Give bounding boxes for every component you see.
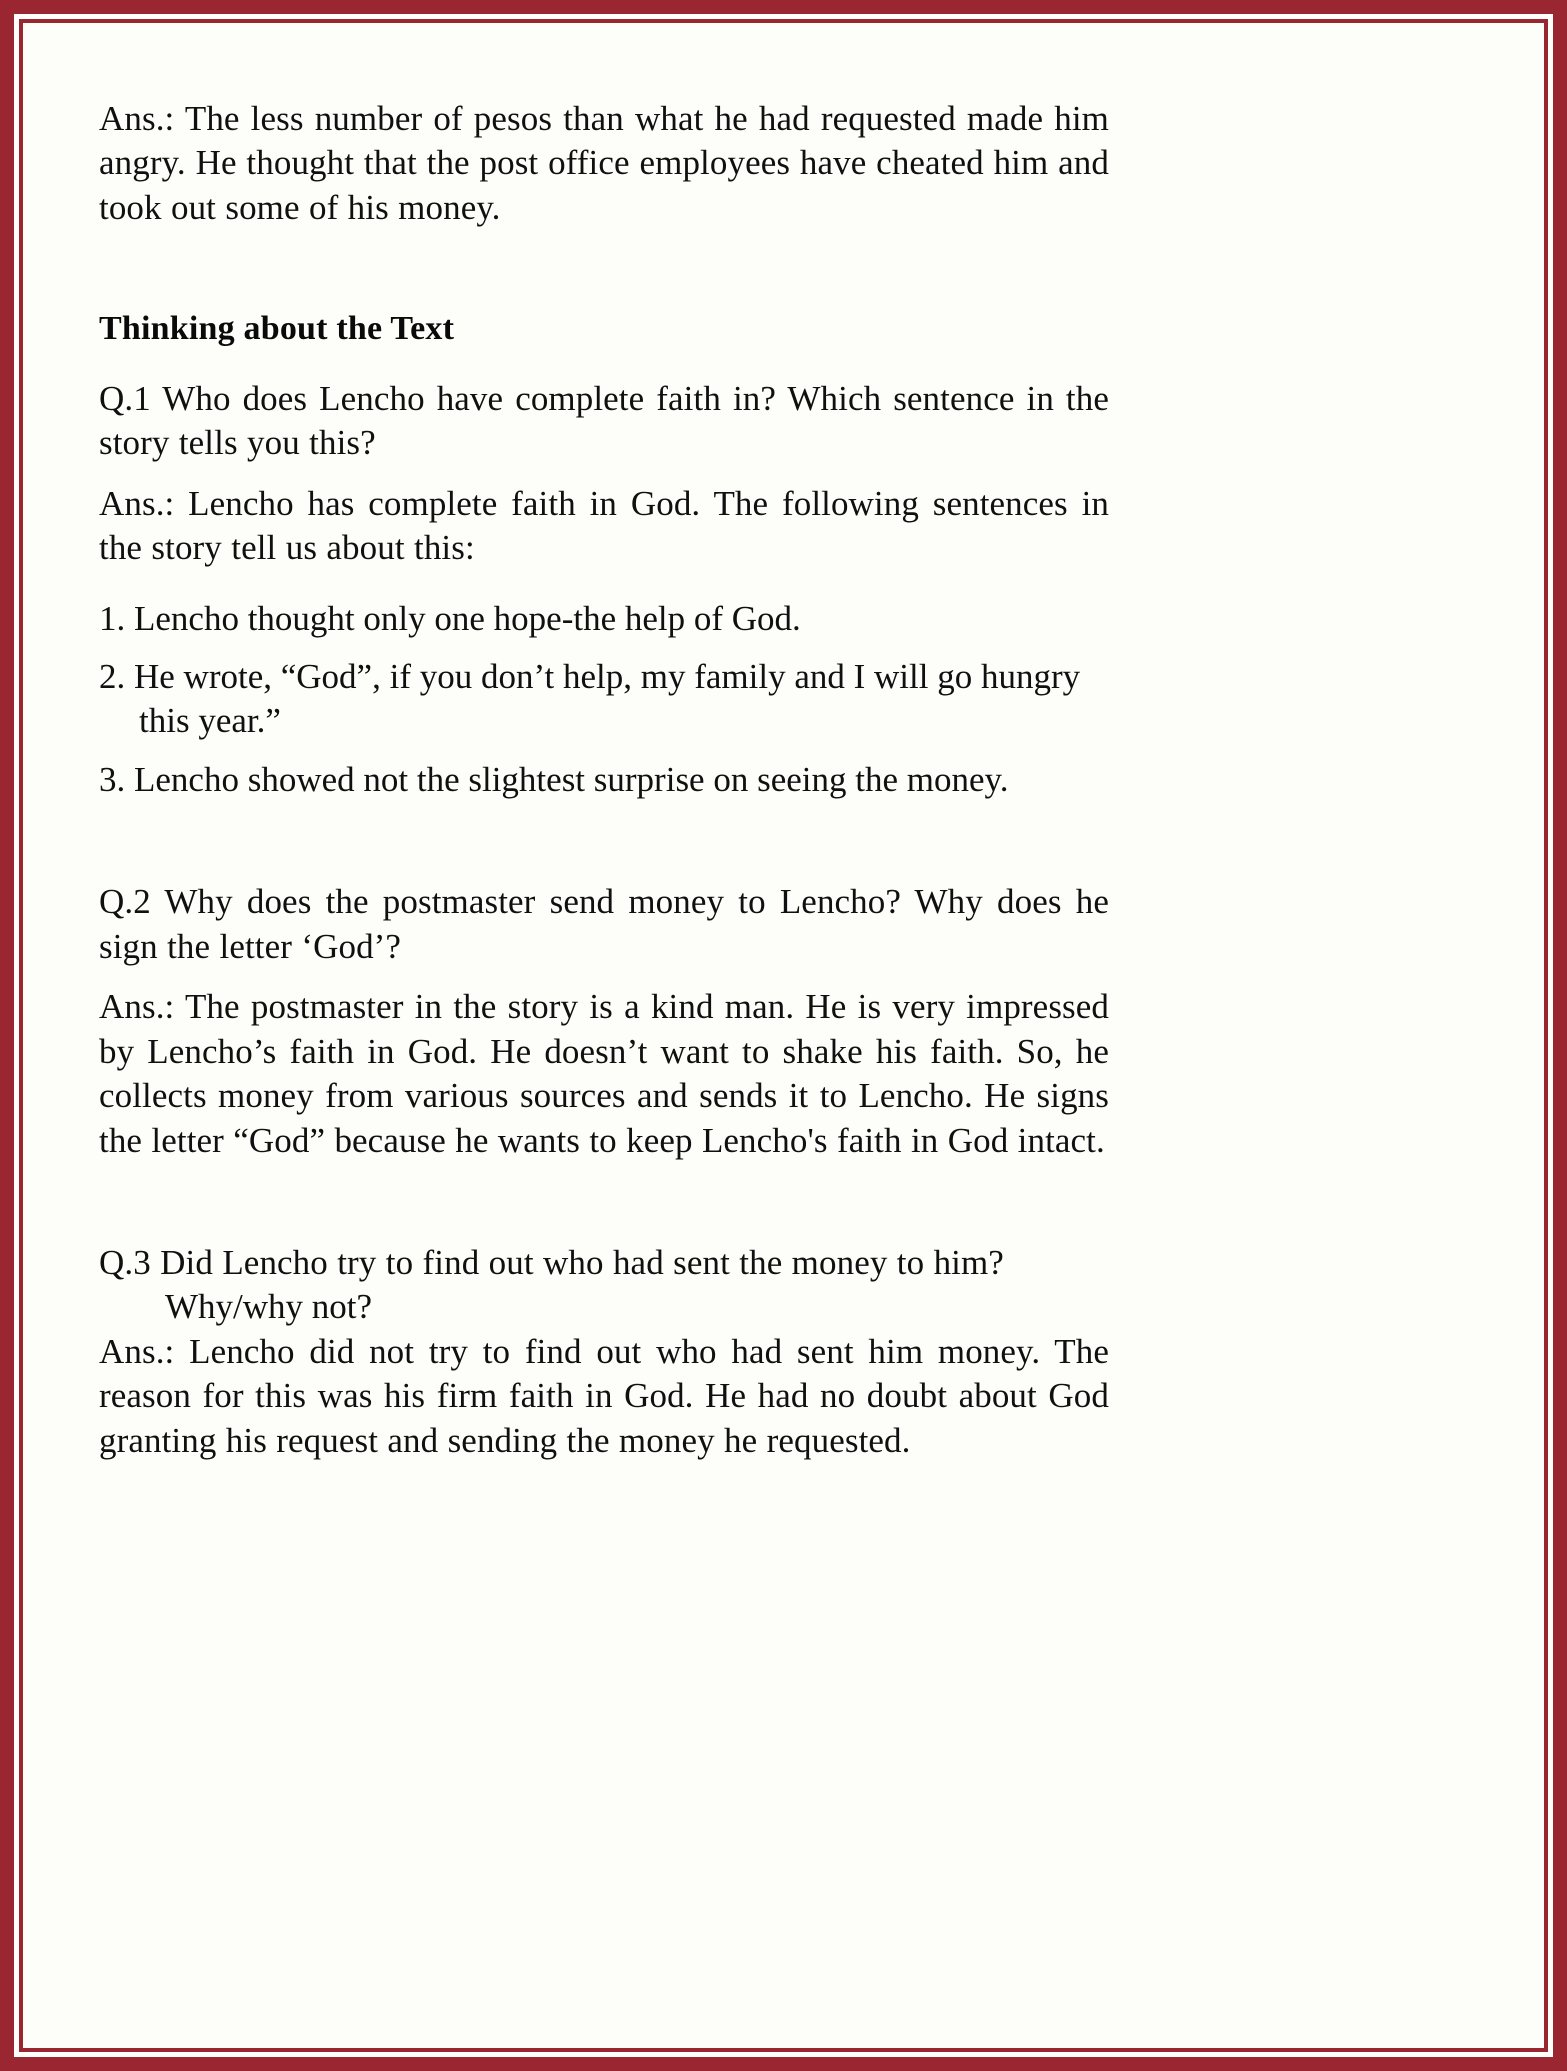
frame-inner-rule <box>19 19 1548 2052</box>
document-page <box>23 23 1544 2048</box>
answer-1-evidence-list <box>99 597 1109 803</box>
question-3-text-line-2: Why/why not? <box>165 1287 373 1327</box>
spacer <box>99 571 1109 597</box>
answer-3-paragraph: Ans.: Lencho did not try to find out who had sent him money. The reason for this was his firm faith in God. He had no doubt about God granting his request and sending the money he requested. <box>99 1331 1109 1460</box>
frame-white-gap <box>14 14 1553 2057</box>
section-heading-thinking-about-the-text: Thinking about the Text <box>99 310 455 348</box>
spacer <box>99 466 1109 482</box>
spacer <box>99 1163 1109 1241</box>
spacer <box>99 351 1109 377</box>
intro-answer-paragraph: Ans.: The less number of pesos than what he had requested made him angry. He thought that the post office employees have cheated him and took out some of his money. <box>99 99 1109 227</box>
spacer <box>99 969 1109 985</box>
answer-1-intro: Ans.: Lencho has complete faith in God. The following sentences in the story tell us about this: <box>99 483 1109 568</box>
answer-2-paragraph: Ans.: The postmaster in the story is a kind man. He is very impressed by Lencho’s faith in God. He doesn’t want to shake his faith. So, he collects money from various sources and sends it to Lencho. He signs the letter “God” because he wants to keep Lencho's faith in God intact. <box>99 987 1109 1160</box>
question-3-text-line-1: Q.3 Did Lencho try to find out who had sent the money to him? <box>99 1242 1004 1282</box>
list-item: 3. Lencho showed not the slightest surprise on seeing the money. <box>99 759 1009 799</box>
question-2-text: Q.2 Why does the postmaster send money to Lencho? Why does he sign the letter ‘God’? <box>99 882 1109 966</box>
spacer <box>99 802 1109 880</box>
document-content <box>99 97 1109 1463</box>
list-item: 2. He wrote, “God”, if you don’t help, my family and I will go hungry this year.” <box>99 657 1081 741</box>
list-item: 1. Lencho thought only one hope-the help of God. <box>99 598 801 638</box>
spacer <box>99 230 1109 308</box>
question-1-text: Q.1 Who does Lencho have complete faith in? Which sentence in the story tells you this? <box>99 378 1109 463</box>
